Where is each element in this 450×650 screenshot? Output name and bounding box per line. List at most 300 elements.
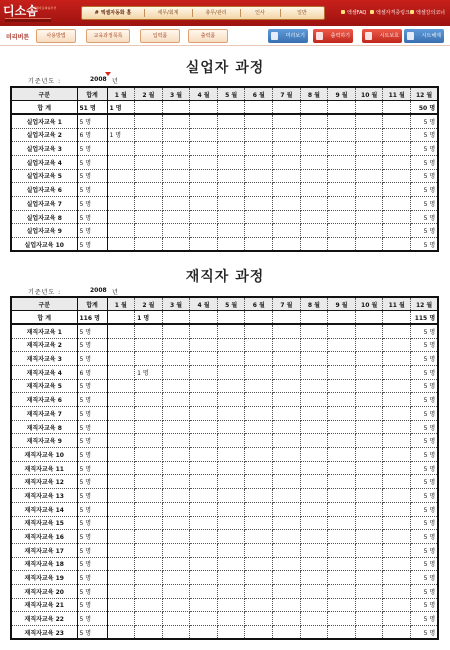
month-cell[interactable] xyxy=(328,311,356,325)
month-cell[interactable]: 50 명 xyxy=(411,101,439,115)
total-cell[interactable]: 5 명 xyxy=(77,393,107,407)
month-cell[interactable] xyxy=(328,448,356,462)
month-cell[interactable] xyxy=(217,584,245,598)
month-cell[interactable] xyxy=(383,365,411,379)
month-cell[interactable] xyxy=(217,516,245,530)
month-cell[interactable] xyxy=(383,626,411,640)
month-cell[interactable] xyxy=(107,557,135,571)
total-cell[interactable]: 5 명 xyxy=(77,183,107,197)
month-cell[interactable]: 5 명 xyxy=(411,557,439,571)
month-cell[interactable]: 5 명 xyxy=(411,407,439,421)
month-cell[interactable] xyxy=(245,365,273,379)
month-cell[interactable] xyxy=(273,448,301,462)
month-cell[interactable] xyxy=(245,169,273,183)
preview-button[interactable] xyxy=(268,29,308,43)
total-cell[interactable]: 6 명 xyxy=(77,365,107,379)
month-cell[interactable] xyxy=(162,516,190,530)
month-cell[interactable] xyxy=(355,352,383,366)
month-cell[interactable]: 5 명 xyxy=(411,393,439,407)
month-cell[interactable] xyxy=(383,169,411,183)
month-cell[interactable] xyxy=(217,197,245,211)
month-cell[interactable] xyxy=(217,612,245,626)
month-cell[interactable] xyxy=(190,169,218,183)
month-cell[interactable] xyxy=(217,338,245,352)
month-cell[interactable] xyxy=(217,183,245,197)
month-cell[interactable] xyxy=(190,224,218,238)
month-cell[interactable]: 5 명 xyxy=(411,502,439,516)
month-cell[interactable] xyxy=(273,489,301,503)
month-cell[interactable] xyxy=(355,461,383,475)
month-cell[interactable] xyxy=(245,379,273,393)
month-cell[interactable] xyxy=(107,114,135,128)
month-cell[interactable] xyxy=(107,612,135,626)
total-cell[interactable]: 116 명 xyxy=(77,311,107,325)
month-cell[interactable] xyxy=(162,557,190,571)
month-cell[interactable] xyxy=(217,114,245,128)
month-cell[interactable] xyxy=(383,114,411,128)
month-cell[interactable]: 5 명 xyxy=(411,365,439,379)
month-cell[interactable] xyxy=(162,101,190,115)
month-cell[interactable] xyxy=(328,365,356,379)
month-cell[interactable] xyxy=(245,571,273,585)
month-cell[interactable] xyxy=(273,543,301,557)
month-cell[interactable] xyxy=(107,420,135,434)
month-cell[interactable] xyxy=(245,324,273,338)
month-cell[interactable] xyxy=(355,516,383,530)
month-cell[interactable] xyxy=(107,142,135,156)
month-cell[interactable] xyxy=(190,434,218,448)
total-cell[interactable]: 5 명 xyxy=(77,626,107,640)
month-cell[interactable] xyxy=(190,557,218,571)
month-cell[interactable] xyxy=(162,420,190,434)
month-cell[interactable] xyxy=(273,311,301,325)
month-cell[interactable] xyxy=(383,379,411,393)
base-year-value[interactable]: 2008 xyxy=(90,76,107,83)
month-cell[interactable] xyxy=(107,475,135,489)
month-cell[interactable] xyxy=(162,169,190,183)
month-cell[interactable] xyxy=(245,114,273,128)
month-cell[interactable] xyxy=(107,324,135,338)
month-cell[interactable] xyxy=(245,475,273,489)
month-cell[interactable] xyxy=(273,224,301,238)
month-cell[interactable] xyxy=(190,197,218,211)
month-cell[interactable] xyxy=(162,224,190,238)
month-cell[interactable] xyxy=(355,598,383,612)
month-cell[interactable]: 1 명 xyxy=(107,128,135,142)
month-cell[interactable] xyxy=(383,155,411,169)
month-cell[interactable] xyxy=(383,475,411,489)
month-cell[interactable] xyxy=(190,598,218,612)
month-cell[interactable] xyxy=(273,128,301,142)
month-cell[interactable] xyxy=(190,365,218,379)
total-cell[interactable]: 5 명 xyxy=(77,420,107,434)
month-cell[interactable] xyxy=(135,183,163,197)
month-cell[interactable] xyxy=(135,197,163,211)
month-cell[interactable] xyxy=(190,379,218,393)
month-cell[interactable] xyxy=(328,407,356,421)
month-cell[interactable] xyxy=(355,543,383,557)
sheet-protect-button[interactable] xyxy=(362,29,402,43)
month-cell[interactable] xyxy=(162,598,190,612)
month-cell[interactable] xyxy=(107,502,135,516)
month-cell[interactable] xyxy=(217,420,245,434)
month-cell[interactable] xyxy=(383,612,411,626)
month-cell[interactable] xyxy=(135,598,163,612)
month-cell[interactable] xyxy=(300,155,328,169)
month-cell[interactable] xyxy=(107,584,135,598)
month-cell[interactable] xyxy=(383,311,411,325)
month-cell[interactable] xyxy=(328,584,356,598)
total-cell[interactable]: 5 명 xyxy=(77,516,107,530)
month-cell[interactable] xyxy=(245,612,273,626)
month-cell[interactable] xyxy=(217,365,245,379)
month-cell[interactable] xyxy=(135,448,163,462)
month-cell[interactable] xyxy=(328,434,356,448)
month-cell[interactable] xyxy=(383,183,411,197)
month-cell[interactable] xyxy=(383,434,411,448)
month-cell[interactable] xyxy=(107,338,135,352)
month-cell[interactable] xyxy=(273,407,301,421)
nav-general-affairs[interactable]: 총무/관리 xyxy=(205,10,227,16)
month-cell[interactable] xyxy=(245,155,273,169)
month-cell[interactable] xyxy=(355,448,383,462)
month-cell[interactable]: 5 명 xyxy=(411,598,439,612)
month-cell[interactable] xyxy=(107,407,135,421)
month-cell[interactable] xyxy=(135,516,163,530)
month-cell[interactable] xyxy=(300,598,328,612)
month-cell[interactable] xyxy=(273,557,301,571)
total-cell[interactable]: 5 명 xyxy=(77,571,107,585)
month-cell[interactable] xyxy=(190,475,218,489)
month-cell[interactable] xyxy=(273,461,301,475)
month-cell[interactable] xyxy=(245,516,273,530)
month-cell[interactable] xyxy=(300,530,328,544)
month-cell[interactable] xyxy=(135,114,163,128)
month-cell[interactable] xyxy=(273,197,301,211)
month-cell[interactable] xyxy=(300,311,328,325)
month-cell[interactable] xyxy=(217,434,245,448)
month-cell[interactable]: 1 명 xyxy=(135,365,163,379)
month-cell[interactable] xyxy=(190,626,218,640)
month-cell[interactable] xyxy=(300,557,328,571)
total-cell[interactable]: 5 명 xyxy=(77,352,107,366)
month-cell[interactable] xyxy=(383,238,411,252)
month-cell[interactable] xyxy=(245,224,273,238)
month-cell[interactable] xyxy=(355,407,383,421)
month-cell[interactable] xyxy=(162,393,190,407)
month-cell[interactable] xyxy=(355,626,383,640)
month-cell[interactable] xyxy=(190,448,218,462)
month-cell[interactable] xyxy=(383,516,411,530)
month-cell[interactable] xyxy=(217,101,245,115)
month-cell[interactable] xyxy=(273,530,301,544)
month-cell[interactable] xyxy=(107,516,135,530)
month-cell[interactable] xyxy=(135,393,163,407)
total-cell[interactable]: 5 명 xyxy=(77,584,107,598)
month-cell[interactable] xyxy=(273,420,301,434)
month-cell[interactable] xyxy=(300,365,328,379)
month-cell[interactable] xyxy=(217,224,245,238)
total-cell[interactable]: 5 명 xyxy=(77,543,107,557)
month-cell[interactable] xyxy=(162,434,190,448)
month-cell[interactable] xyxy=(245,543,273,557)
print-button[interactable] xyxy=(313,29,353,43)
month-cell[interactable] xyxy=(245,461,273,475)
month-cell[interactable] xyxy=(355,379,383,393)
month-cell[interactable] xyxy=(300,584,328,598)
total-cell[interactable]: 5 명 xyxy=(77,379,107,393)
month-cell[interactable] xyxy=(328,475,356,489)
month-cell[interactable] xyxy=(273,626,301,640)
month-cell[interactable] xyxy=(383,324,411,338)
month-cell[interactable] xyxy=(300,128,328,142)
month-cell[interactable] xyxy=(162,365,190,379)
month-cell[interactable] xyxy=(245,557,273,571)
month-cell[interactable] xyxy=(190,338,218,352)
month-cell[interactable] xyxy=(190,352,218,366)
month-cell[interactable] xyxy=(190,128,218,142)
excel-lecture-link[interactable] xyxy=(410,9,445,16)
month-cell[interactable] xyxy=(273,598,301,612)
month-cell[interactable] xyxy=(107,461,135,475)
month-cell[interactable]: 5 명 xyxy=(411,224,439,238)
month-cell[interactable] xyxy=(328,155,356,169)
month-cell[interactable] xyxy=(328,379,356,393)
month-cell[interactable] xyxy=(135,461,163,475)
output-form-button[interactable]: 출력폼 xyxy=(188,29,228,43)
month-cell[interactable] xyxy=(162,311,190,325)
month-cell[interactable] xyxy=(355,475,383,489)
month-cell[interactable] xyxy=(355,434,383,448)
month-cell[interactable]: 5 명 xyxy=(411,169,439,183)
month-cell[interactable] xyxy=(273,142,301,156)
total-cell[interactable]: 5 명 xyxy=(77,489,107,503)
month-cell[interactable] xyxy=(328,114,356,128)
month-cell[interactable] xyxy=(273,101,301,115)
month-cell[interactable] xyxy=(190,155,218,169)
month-cell[interactable] xyxy=(162,530,190,544)
month-cell[interactable] xyxy=(328,210,356,224)
month-cell[interactable]: 5 명 xyxy=(411,197,439,211)
month-cell[interactable] xyxy=(135,407,163,421)
month-cell[interactable]: 5 명 xyxy=(411,612,439,626)
month-cell[interactable] xyxy=(383,128,411,142)
month-cell[interactable]: 1 명 xyxy=(107,101,135,115)
month-cell[interactable] xyxy=(135,543,163,557)
month-cell[interactable] xyxy=(273,352,301,366)
month-cell[interactable] xyxy=(273,238,301,252)
month-cell[interactable] xyxy=(135,101,163,115)
month-cell[interactable] xyxy=(245,311,273,325)
month-cell[interactable] xyxy=(162,543,190,557)
month-cell[interactable] xyxy=(355,571,383,585)
month-cell[interactable] xyxy=(162,489,190,503)
month-cell[interactable] xyxy=(383,530,411,544)
month-cell[interactable] xyxy=(300,516,328,530)
month-cell[interactable] xyxy=(162,584,190,598)
month-cell[interactable] xyxy=(107,571,135,585)
total-cell[interactable]: 5 명 xyxy=(77,197,107,211)
month-cell[interactable] xyxy=(190,210,218,224)
month-cell[interactable]: 5 명 xyxy=(411,461,439,475)
nav-tax-accounting[interactable]: 세무/회계 xyxy=(157,10,179,16)
month-cell[interactable]: 5 명 xyxy=(411,434,439,448)
month-cell[interactable] xyxy=(383,393,411,407)
month-cell[interactable] xyxy=(245,420,273,434)
month-cell[interactable]: 5 명 xyxy=(411,475,439,489)
total-cell[interactable]: 5 명 xyxy=(77,612,107,626)
month-cell[interactable] xyxy=(190,114,218,128)
total-cell[interactable]: 5 명 xyxy=(77,461,107,475)
month-cell[interactable] xyxy=(190,183,218,197)
month-cell[interactable] xyxy=(135,626,163,640)
month-cell[interactable] xyxy=(328,224,356,238)
month-cell[interactable] xyxy=(328,489,356,503)
month-cell[interactable] xyxy=(162,379,190,393)
month-cell[interactable] xyxy=(273,612,301,626)
month-cell[interactable] xyxy=(273,434,301,448)
month-cell[interactable] xyxy=(355,210,383,224)
month-cell[interactable] xyxy=(135,489,163,503)
month-cell[interactable] xyxy=(383,557,411,571)
month-cell[interactable] xyxy=(190,584,218,598)
month-cell[interactable] xyxy=(162,407,190,421)
month-cell[interactable] xyxy=(383,598,411,612)
month-cell[interactable] xyxy=(162,197,190,211)
month-cell[interactable] xyxy=(273,183,301,197)
total-cell[interactable]: 5 명 xyxy=(77,155,107,169)
month-cell[interactable] xyxy=(245,183,273,197)
month-cell[interactable] xyxy=(328,612,356,626)
total-cell[interactable]: 5 명 xyxy=(77,407,107,421)
month-cell[interactable] xyxy=(217,210,245,224)
total-cell[interactable]: 5 명 xyxy=(77,114,107,128)
month-cell[interactable] xyxy=(217,393,245,407)
month-cell[interactable] xyxy=(135,238,163,252)
total-cell[interactable]: 5 명 xyxy=(77,338,107,352)
month-cell[interactable] xyxy=(383,224,411,238)
month-cell[interactable] xyxy=(107,434,135,448)
month-cell[interactable] xyxy=(245,197,273,211)
month-cell[interactable] xyxy=(217,626,245,640)
month-cell[interactable] xyxy=(245,142,273,156)
month-cell[interactable] xyxy=(190,502,218,516)
month-cell[interactable] xyxy=(217,502,245,516)
month-cell[interactable] xyxy=(217,530,245,544)
month-cell[interactable] xyxy=(135,324,163,338)
month-cell[interactable] xyxy=(162,183,190,197)
month-cell[interactable] xyxy=(328,530,356,544)
month-cell[interactable] xyxy=(355,114,383,128)
month-cell[interactable] xyxy=(355,338,383,352)
month-cell[interactable] xyxy=(107,183,135,197)
month-cell[interactable]: 5 명 xyxy=(411,530,439,544)
month-cell[interactable] xyxy=(328,557,356,571)
month-cell[interactable] xyxy=(135,224,163,238)
month-cell[interactable] xyxy=(135,475,163,489)
month-cell[interactable] xyxy=(190,461,218,475)
month-cell[interactable] xyxy=(245,448,273,462)
month-cell[interactable] xyxy=(245,101,273,115)
month-cell[interactable] xyxy=(162,475,190,489)
month-cell[interactable] xyxy=(135,128,163,142)
month-cell[interactable] xyxy=(300,626,328,640)
month-cell[interactable] xyxy=(107,393,135,407)
month-cell[interactable]: 5 명 xyxy=(411,379,439,393)
month-cell[interactable] xyxy=(328,420,356,434)
month-cell[interactable] xyxy=(300,114,328,128)
month-cell[interactable] xyxy=(162,210,190,224)
month-cell[interactable] xyxy=(328,571,356,585)
month-cell[interactable] xyxy=(273,502,301,516)
month-cell[interactable] xyxy=(135,571,163,585)
month-cell[interactable] xyxy=(273,571,301,585)
month-cell[interactable] xyxy=(383,338,411,352)
month-cell[interactable] xyxy=(162,448,190,462)
month-cell[interactable] xyxy=(162,461,190,475)
month-cell[interactable] xyxy=(328,598,356,612)
month-cell[interactable] xyxy=(355,502,383,516)
month-cell[interactable] xyxy=(162,352,190,366)
month-cell[interactable] xyxy=(245,407,273,421)
month-cell[interactable] xyxy=(107,155,135,169)
month-cell[interactable] xyxy=(190,420,218,434)
month-cell[interactable] xyxy=(217,128,245,142)
month-cell[interactable] xyxy=(355,224,383,238)
month-cell[interactable]: 5 명 xyxy=(411,352,439,366)
month-cell[interactable] xyxy=(135,420,163,434)
month-cell[interactable] xyxy=(300,407,328,421)
month-cell[interactable] xyxy=(383,584,411,598)
month-cell[interactable] xyxy=(217,543,245,557)
total-cell[interactable]: 5 명 xyxy=(77,142,107,156)
month-cell[interactable] xyxy=(190,238,218,252)
month-cell[interactable] xyxy=(107,311,135,325)
total-cell[interactable]: 51 명 xyxy=(77,101,107,115)
month-cell[interactable] xyxy=(300,612,328,626)
month-cell[interactable] xyxy=(300,224,328,238)
month-cell[interactable] xyxy=(383,502,411,516)
month-cell[interactable] xyxy=(300,101,328,115)
month-cell[interactable] xyxy=(328,626,356,640)
month-cell[interactable] xyxy=(328,101,356,115)
month-cell[interactable] xyxy=(273,155,301,169)
month-cell[interactable]: 5 명 xyxy=(411,626,439,640)
total-cell[interactable]: 5 명 xyxy=(77,475,107,489)
month-cell[interactable] xyxy=(355,530,383,544)
month-cell[interactable] xyxy=(273,393,301,407)
month-cell[interactable] xyxy=(135,584,163,598)
month-cell[interactable]: 5 명 xyxy=(411,114,439,128)
month-cell[interactable] xyxy=(355,324,383,338)
month-cell[interactable] xyxy=(162,626,190,640)
month-cell[interactable]: 5 명 xyxy=(411,420,439,434)
month-cell[interactable] xyxy=(217,475,245,489)
month-cell[interactable] xyxy=(328,502,356,516)
month-cell[interactable] xyxy=(162,612,190,626)
month-cell[interactable] xyxy=(300,169,328,183)
month-cell[interactable] xyxy=(328,461,356,475)
month-cell[interactable]: 1 명 xyxy=(135,311,163,325)
month-cell[interactable] xyxy=(383,543,411,557)
month-cell[interactable] xyxy=(217,142,245,156)
month-cell[interactable] xyxy=(190,311,218,325)
site-logo[interactable] xyxy=(3,3,57,24)
month-cell[interactable] xyxy=(245,434,273,448)
total-cell[interactable]: 5 명 xyxy=(77,224,107,238)
month-cell[interactable]: 5 명 xyxy=(411,238,439,252)
month-cell[interactable] xyxy=(245,128,273,142)
